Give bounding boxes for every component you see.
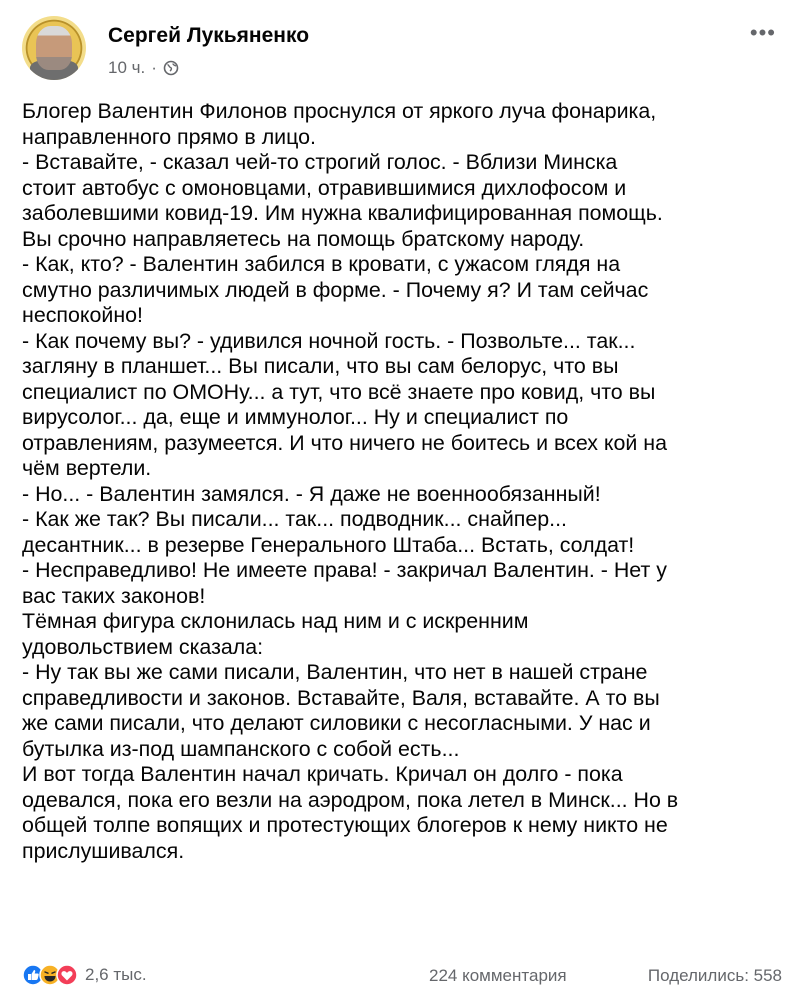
- post-line: Вы срочно направляетесь на помощь братскому народу.: [22, 226, 585, 251]
- post-text: [22, 99, 788, 864]
- post-footer: [22, 962, 782, 992]
- post-line: загляну в планшет... Вы писали, что вы сам белорус, что вы: [22, 354, 619, 378]
- author-name[interactable]: Сергей Лукьяненко: [108, 24, 310, 47]
- post-line: прислушивался.: [22, 838, 185, 863]
- post-line: десантник... в резерве Генерального Штаба... Встать, солдат!: [22, 532, 635, 557]
- shares-count-link[interactable]: Поделились: 558: [647, 966, 782, 985]
- post-line: бутылка из-под шампанского с собой есть...: [22, 736, 460, 761]
- more-options-icon[interactable]: •••: [749, 20, 776, 45]
- post-line: чём вертели.: [22, 456, 152, 480]
- post-line: И вот тогда Валентин начал кричать. Кричал он долго - пока: [22, 762, 623, 786]
- post-line: одевался, пока его везли на аэродром, пока летел в Минск... Но в: [22, 787, 679, 812]
- post-line: направленного прямо в лицо.: [22, 124, 316, 149]
- post-header: [22, 16, 782, 88]
- post-line: заболевшими ковид-19. Им нужна квалифицированная помощь.: [22, 201, 663, 225]
- post-line: стоит автобус с омоновцами, отравившимися дихлофосом и: [22, 175, 627, 200]
- post-line: общей толпе вопящих и протестующих блогеров к нему никто не: [22, 813, 668, 837]
- post-line: - Как же так? Вы писали... так... подводник... снайпер...: [22, 507, 567, 531]
- post-line: же сами писали, что делают силовики с несогласными. У нас и: [22, 711, 651, 735]
- reactions-summary[interactable]: [22, 964, 147, 986]
- post-line: - Как почему вы? - удивился ночной гость. - Позвольте... так...: [22, 328, 636, 353]
- post-line: неспокойно!: [22, 303, 143, 327]
- post-time[interactable]: 10 ч.: [108, 58, 146, 77]
- post-line: вас таких законов!: [22, 583, 206, 608]
- comments-count-link[interactable]: 224 комментария: [429, 966, 567, 985]
- post-line: - Несправедливо! Не имеете права! - закричал Валентин. - Нет у: [22, 558, 667, 582]
- post-line: - Вставайте, - сказал чей-то строгий голос. - Вблизи Минска: [22, 150, 618, 174]
- post-line: - Ну так вы же сами писали, Валентин, что нет в нашей стране: [22, 660, 648, 684]
- meta-separator: ·: [151, 58, 157, 77]
- reactions-count: 2,6 тыс.: [85, 965, 147, 984]
- post-meta: [108, 58, 179, 78]
- post-line: - Как, кто? - Валентин забился в кровати, с ужасом глядя на: [22, 252, 621, 276]
- globe-icon[interactable]: [163, 60, 179, 76]
- post-line: Тёмная фигура склонилась над ним и с искренним: [22, 609, 529, 633]
- post-line: отравлениям, разумеется. И что ничего не боитесь и всех кой на: [22, 430, 667, 455]
- post-line: - Но... - Валентин замялся. - Я даже не военнообязанный!: [22, 481, 601, 506]
- post-line: удовольствием сказала:: [22, 634, 264, 659]
- post-line: Блогер Валентин Филонов проснулся от яркого луча фонарика,: [22, 99, 657, 123]
- post-line: смутно различимых людей в форме. - Почему я? И там сейчас: [22, 277, 649, 302]
- avatar[interactable]: [22, 16, 86, 80]
- post-line: вирусолог... да, еще и иммунолог... Ну и специалист по: [22, 405, 569, 429]
- post-line: специалист по ОМОНу... а тут, что всё знаете про ковид, что вы: [22, 379, 656, 404]
- post-line: справедливости и законов. Вставайте, Валя, вставайте. А то вы: [22, 685, 660, 710]
- love-reaction-icon: [56, 964, 78, 986]
